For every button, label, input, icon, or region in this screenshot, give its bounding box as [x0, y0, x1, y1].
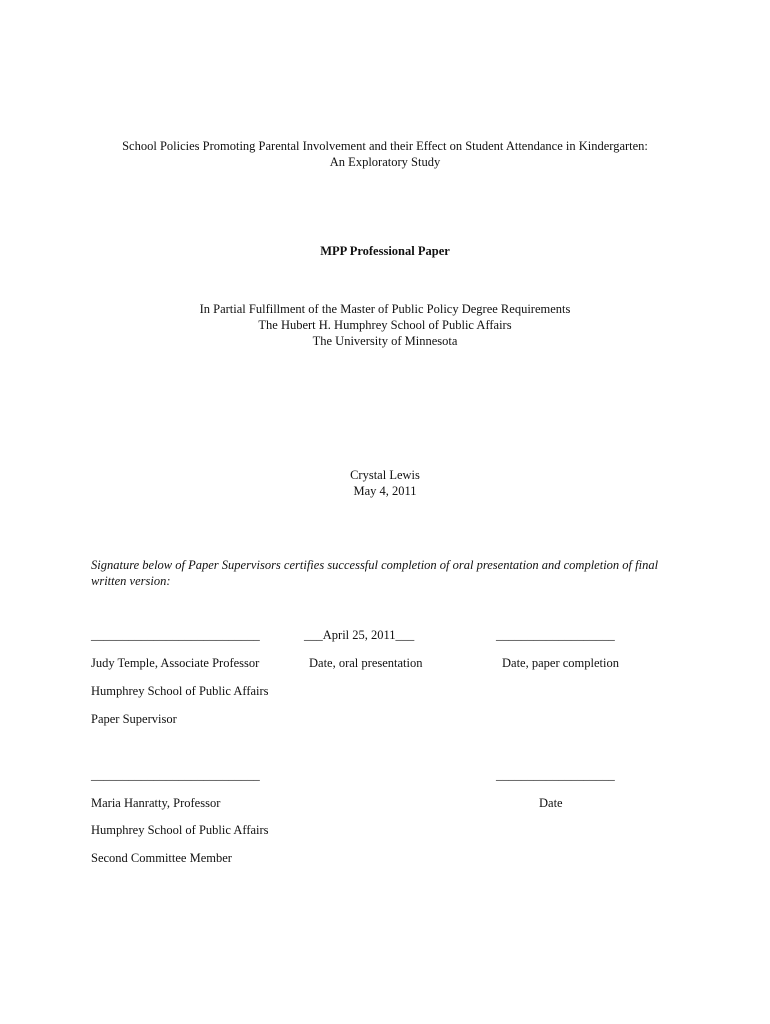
supervisor-name: Judy Temple, Associate Professor: [91, 656, 260, 670]
fulfillment-line-3: The University of Minnesota: [312, 334, 458, 348]
supervisor-affiliation: Humphrey School of Public Affairs: [91, 684, 269, 698]
author-date: May 4, 2011: [353, 484, 417, 498]
committee-member-role: Second Committee Member: [91, 851, 232, 865]
fulfillment-block: [0, 301, 770, 349]
committee-member-affiliation: Humphrey School of Public Affairs: [91, 823, 269, 837]
paper-title-line-2: An Exploratory Study: [329, 155, 441, 169]
certification-statement: Signature below of Paper Supervisors certifies successful completion of oral presentation and completion of final written version:: [91, 558, 659, 588]
supervisor-role: Paper Supervisor: [91, 712, 177, 726]
supervisor-oral-date-label: Date, oral presentation: [309, 656, 423, 670]
supervisor-oral-date-value: ___April 25, 2011___: [304, 628, 415, 642]
supervisor-completion-date-label: Date, paper completion: [502, 656, 619, 670]
author-block: [0, 467, 770, 499]
supervisor-completion-date-line: ___________________: [496, 628, 615, 642]
paper-type-text: MPP Professional Paper: [320, 244, 450, 258]
fulfillment-line-1: In Partial Fulfillment of the Master of Public Policy Degree Requirements: [199, 302, 571, 316]
paper-title-line-1: School Policies Promoting Parental Involvement and their Effect on Student Attendance in Kindergarten:: [122, 139, 648, 153]
paper-title: [0, 138, 770, 170]
paper-type-heading: [0, 243, 770, 259]
committee-date-label: Date: [539, 796, 563, 810]
author-name: Crystal Lewis: [350, 468, 420, 482]
committee-member-name: Maria Hanratty, Professor: [91, 796, 221, 810]
supervisor-signature-line: ___________________________: [91, 628, 260, 642]
committee-date-line: ___________________: [496, 768, 615, 782]
committee-signature-line: ___________________________: [91, 768, 260, 782]
fulfillment-line-2: The Hubert H. Humphrey School of Public Affairs: [258, 318, 512, 332]
